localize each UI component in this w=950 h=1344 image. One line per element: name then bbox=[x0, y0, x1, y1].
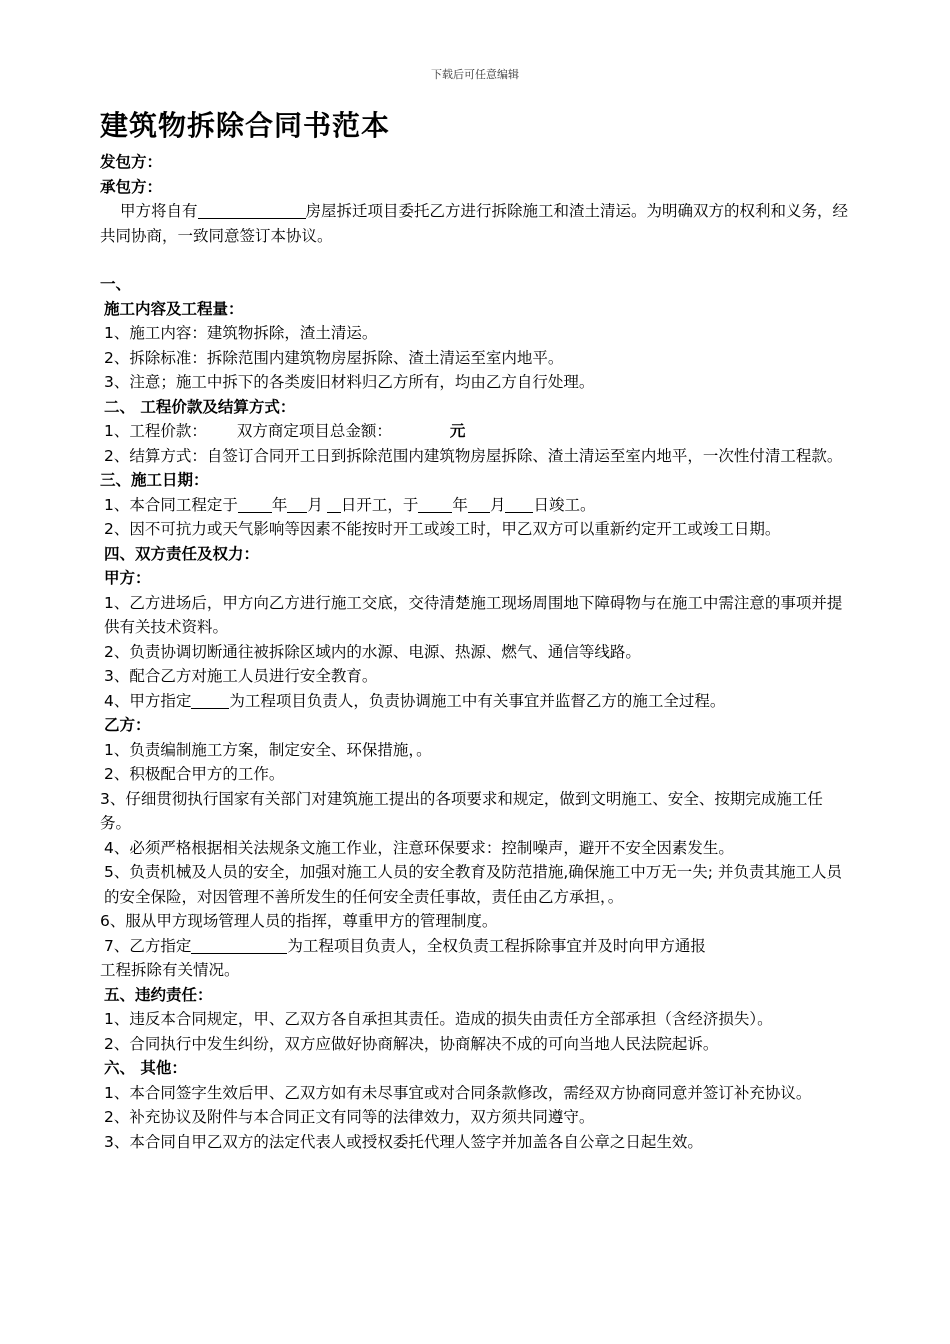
blank-field bbox=[505, 496, 533, 513]
date-line bbox=[100, 493, 852, 518]
price-line bbox=[100, 419, 852, 444]
date-text: 年 bbox=[452, 495, 468, 514]
blank-field bbox=[468, 496, 490, 513]
list-item: 2、因不可抗力或天气影响等因素不能按时开工或竣工时，甲乙双方可以重新约定开工或竣工日期。 bbox=[104, 520, 781, 538]
list-item-text: 为工程项目负责人，全权负责工程拆除事宜并及时向甲方通报 bbox=[287, 936, 706, 955]
list-item-text: 4、甲方指定 bbox=[104, 691, 192, 710]
list-item: 1、负责编制施工方案，制定安全、环保措施，。 bbox=[104, 740, 432, 759]
blank-field bbox=[191, 937, 287, 954]
list-item: 1、本合同签字生效后甲、乙双方如有未尽事宜或对合同条款修改，需经双方协商同意并签订补充协议。 bbox=[104, 1083, 812, 1102]
price-unit: 元 bbox=[449, 422, 466, 440]
document-title: 建筑物拆除合同书范本 bbox=[100, 109, 391, 142]
section-6-heading: 六、 其他： bbox=[104, 1059, 187, 1077]
date-text: 1、本合同工程定于 bbox=[104, 495, 238, 514]
intro-text-2: 房屋拆迁项目委托乙方进行拆除施工和渣土清运。为明确双方的权利和义务，经共同协商，一致同意签订本协议。 bbox=[100, 202, 849, 245]
header-note: 下载后可任意编辑 bbox=[431, 68, 519, 81]
section-1-number: 一、 bbox=[100, 275, 132, 293]
list-item: 3、本合同自甲乙双方的法定代表人或授权委托代理人签字并加盖各自公章之日起生效。 bbox=[104, 1132, 703, 1151]
list-item: 3、仔细贯彻执行国家有关部门对建筑施工提出的各项要求和规定，做到文明施工、安全、按期完成施工任务。 bbox=[100, 789, 823, 832]
party-b-label: 承包方： bbox=[100, 177, 163, 196]
list-item: 2、积极配合甲方的工作。 bbox=[104, 765, 285, 783]
list-item-continuation: 工程拆除有关情况。 bbox=[100, 961, 240, 979]
list-item bbox=[100, 689, 852, 714]
blank-field bbox=[418, 496, 452, 513]
list-item: 1、违反本合同规定，甲、乙双方各自承担其责任。造成的损失由责任方全部承担（含经济损失）。 bbox=[104, 1010, 773, 1028]
section-4-heading: 四、双方责任及权力： bbox=[104, 544, 260, 563]
list-item: 2、负责协调切断通往被拆除区域内的水源、电源、热源、燃气、通信等线路。 bbox=[104, 642, 641, 661]
blank-field bbox=[198, 202, 306, 219]
list-item: 5、负责机械及人员的安全，加强对施工人员的安全教育及防范措施,确保施工中万无一失; 并负责其施工人员的安全保险，对因管理不善所发生的任何安全责任事故，责任由乙方承担，。 bbox=[104, 863, 842, 906]
list-item: 2、拆除标准：拆除范围内建筑物房屋拆除、渣土清运至室内地平。 bbox=[104, 348, 564, 367]
list-item: 3、配合乙方对施工人员进行安全教育。 bbox=[104, 667, 378, 685]
blank-field bbox=[287, 496, 307, 513]
list-item: 1、乙方进场后，甲方向乙方进行施工交底，交待清楚施工现场周围地下障碍物与在施工中需注意的事项并提供有关技术资料。 bbox=[104, 593, 843, 636]
date-text: 月 bbox=[489, 495, 506, 514]
blank-field bbox=[191, 692, 229, 709]
list-item: 6、服从甲方现场管理人员的指挥，尊重甲方的管理制度。 bbox=[100, 912, 498, 930]
list-item: 4、必须严格根据相关法规条文施工作业，注意环保要求：控制噪声，避开不安全因素发生。 bbox=[104, 838, 734, 857]
party-a-subheading: 甲方： bbox=[104, 569, 151, 587]
intro-paragraph bbox=[100, 199, 852, 248]
price-label: 1、工程价款： bbox=[104, 422, 207, 440]
section-2-heading: 二、 工程价款及结算方式： bbox=[104, 397, 296, 416]
document-body bbox=[100, 150, 852, 1154]
list-item-text: 7、乙方指定 bbox=[104, 936, 192, 955]
list-item: 3、注意；施工中拆下的各类废旧材料归乙方所有，均由乙方自行处理。 bbox=[104, 373, 595, 391]
price-desc: 双方商定项目总金额： bbox=[236, 422, 392, 440]
list-item: 1、施工内容：建筑物拆除，渣土清运。 bbox=[104, 324, 378, 342]
date-text: 日竣工。 bbox=[533, 495, 596, 514]
list-item: 2、合同执行中发生纠纷，双方应做好协商解决，协商解决不成的可向当地人民法院起诉。 bbox=[104, 1034, 719, 1053]
intro-text-1: 甲方将自有 bbox=[120, 202, 198, 220]
party-b-subheading: 乙方： bbox=[104, 716, 151, 734]
date-text: 日开工，于 bbox=[340, 495, 419, 514]
date-text: 年 bbox=[271, 495, 288, 514]
blank-field bbox=[238, 496, 272, 513]
blank-field bbox=[327, 496, 341, 513]
section-5-heading: 五、违约责任： bbox=[104, 985, 213, 1004]
section-1-heading: 施工内容及工程量： bbox=[104, 299, 244, 318]
list-item: 2、补充协议及附件与本合同正文有同等的法律效力，双方须共同遵守。 bbox=[104, 1108, 595, 1126]
list-item bbox=[100, 934, 852, 959]
party-a-label: 发包方： bbox=[100, 153, 163, 171]
date-text: 月 bbox=[307, 495, 323, 514]
list-item-text: 为工程项目负责人，负责协调施工中有关事宜并监督乙方的施工全过程。 bbox=[229, 691, 726, 710]
section-3-heading: 三、施工日期： bbox=[100, 471, 209, 489]
list-item: 2、结算方式：自签订合同开工日到拆除范围内建筑物房屋拆除、渣土清运至室内地平，一次性付清工程款。 bbox=[104, 446, 843, 465]
